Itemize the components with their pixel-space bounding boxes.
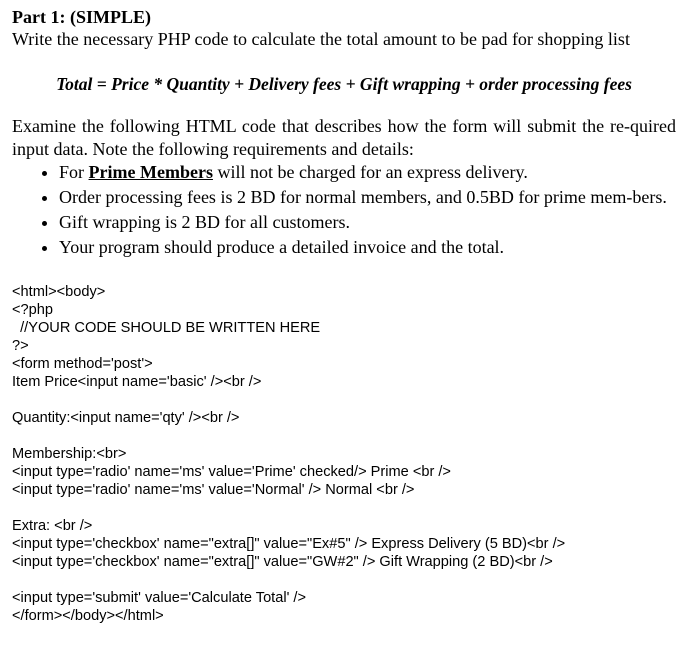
code-line: Membership:<br> [12, 446, 127, 462]
requirements-list [12, 161, 676, 259]
code-line: <input type='radio' name='ms' value='Normal' /> Normal <br /> [12, 482, 415, 498]
document-page [12, 6, 676, 625]
instructions-paragraph: Examine the following HTML code that describes how the form will submit the re-quired input data. Note the following requirements and details: [12, 116, 676, 159]
html-code-listing [12, 283, 676, 625]
requirement-text-pre: For [59, 162, 89, 182]
section-heading: Part 1: (SIMPLE) [12, 7, 151, 27]
code-blank-line [12, 391, 676, 409]
code-line: <form method='post'> [12, 356, 153, 372]
code-blank-line [12, 427, 676, 445]
code-line: <input type='checkbox' name="extra[]" value="GW#2" /> Gift Wrapping (2 BD)<br /> [12, 554, 553, 570]
code-blank-line [12, 499, 676, 517]
code-line: <input type='submit' value='Calculate Total' /> [12, 590, 307, 606]
code-line: <input type='radio' name='ms' value='Prime' checked/> Prime <br /> [12, 464, 451, 480]
code-line: Item Price<input name='basic' /><br /> [12, 374, 262, 390]
code-line: <?php [12, 302, 53, 318]
code-line: ?> [12, 338, 29, 354]
requirement-item: • Your program should produce a detailed invoice and the total. [59, 236, 676, 259]
code-line: Quantity:<input name='qty' /><br /> [12, 410, 240, 426]
code-line: Extra: <br /> [12, 518, 93, 534]
code-line: <input type='checkbox' name="extra[]" value="Ex#5" /> Express Delivery (5 BD)<br /> [12, 536, 566, 552]
requirement-text-post: will not be charged for an express delivery. [212, 162, 528, 182]
intro-sentence: Write the necessary PHP code to calculate the total amount to be pad for shopping list [12, 29, 630, 49]
code-line: </form></body></html> [12, 608, 164, 624]
prime-members-emphasis: Prime Members [88, 162, 213, 182]
total-formula: Total = Price * Quantity + Delivery fees + Gift wrapping + order processing fees [56, 74, 632, 94]
code-blank-line [12, 571, 676, 589]
requirement-item: • Order processing fees is 2 BD for normal members, and 0.5BD for prime mem-bers. [59, 186, 676, 209]
code-line: //YOUR CODE SHOULD BE WRITTEN HERE [12, 320, 321, 336]
code-line: <html><body> [12, 284, 106, 300]
requirement-item: • Gift wrapping is 2 BD for all customers. [59, 211, 676, 234]
requirement-item [59, 161, 676, 184]
